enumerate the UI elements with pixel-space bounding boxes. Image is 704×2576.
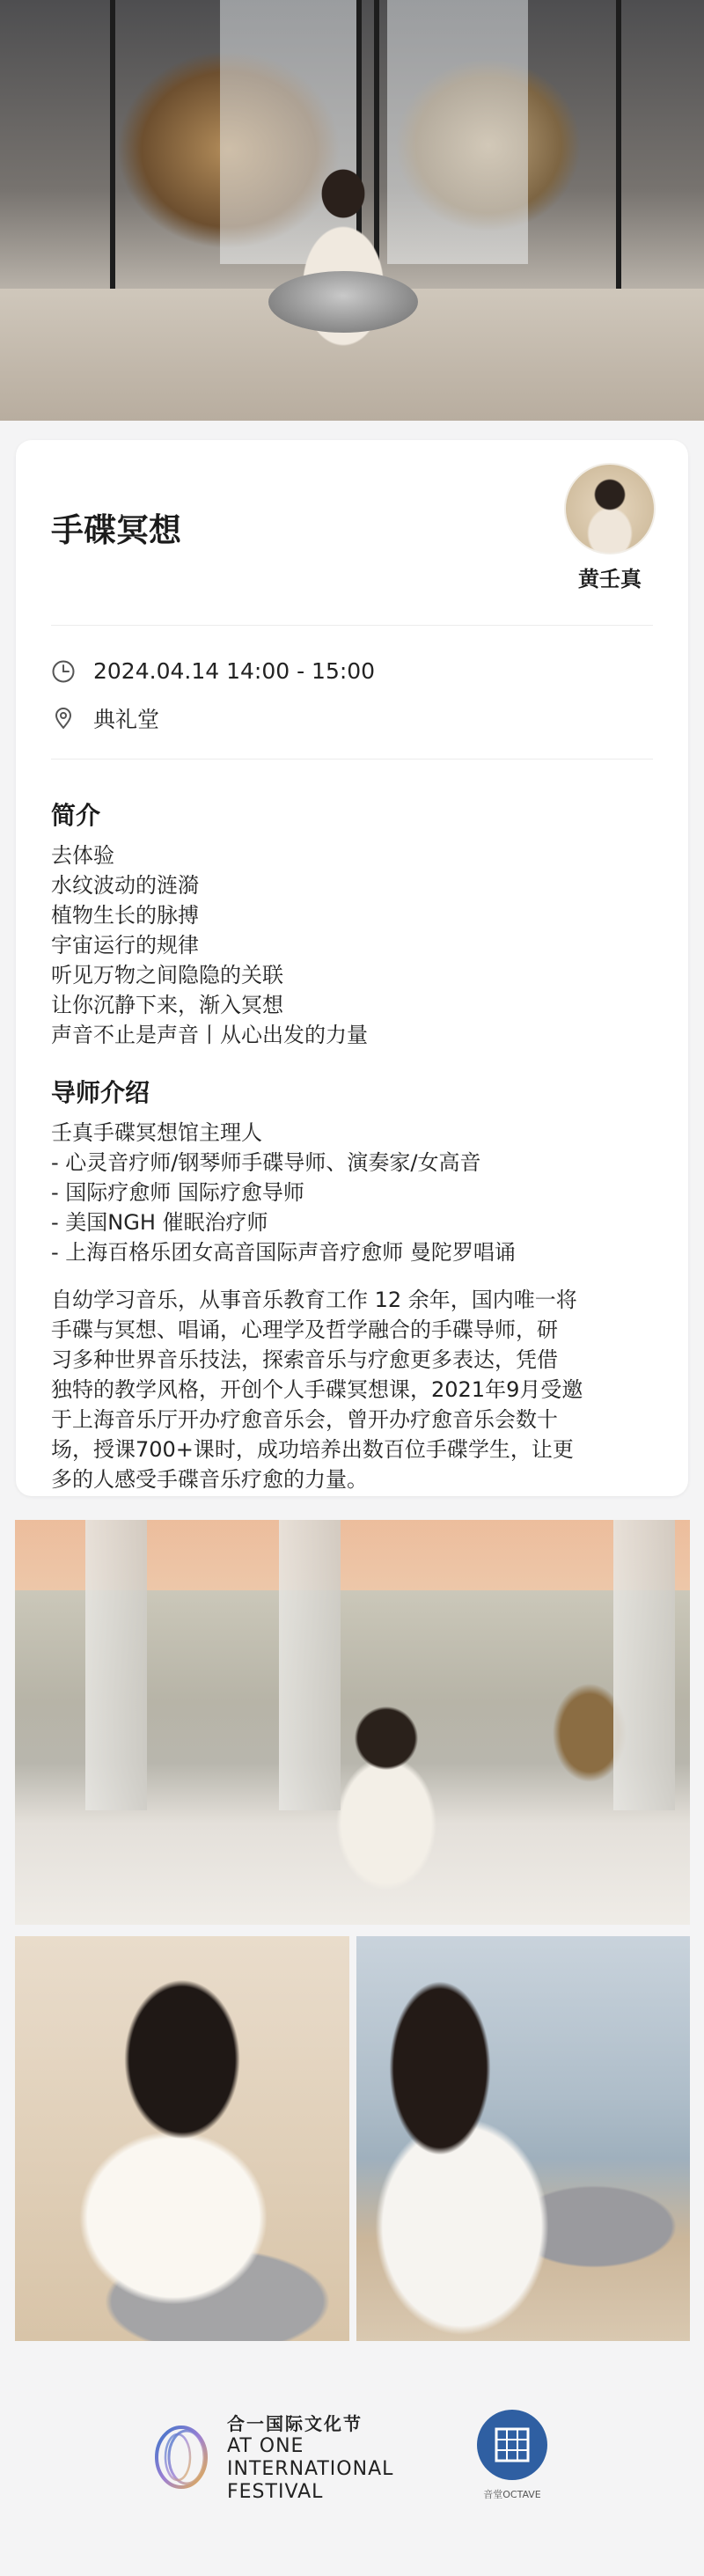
mentor-credentials [51,1118,667,1267]
bio-line: 手碟与冥想、唱诵，心理学及哲学融合的手碟导师，研 [51,1317,558,1342]
handpan-photo [15,1936,349,2341]
festival-name-en: AT ONE [227,2435,304,2457]
mentor-heading: 导师介绍 [51,1078,150,1107]
event-location: 典礼堂 [93,707,160,732]
event-time-row [51,658,375,684]
divider [51,759,653,760]
hero-photo [0,0,704,421]
intro-heading: 简介 [51,801,101,830]
festival-name-en: INTERNATIONAL [227,2458,394,2480]
at-one-festival-logo [151,2410,393,2504]
octave-label: 音堂OCTAVE [483,2489,541,2500]
clock-icon [51,659,76,684]
intro-line: 听见万物之间隐隐的关联 [51,963,283,987]
mentor-line: - 心灵音疗师/钢琴师手碟导师、演奏家/女高音 [51,1150,481,1175]
intro-line: 去体验 [51,843,114,868]
festival-name-en: FESTIVAL [227,2481,324,2503]
event-location-row [51,702,159,734]
event-title: 手碟冥想 [51,511,181,549]
divider [51,625,653,626]
location-pin-icon [51,706,76,730]
teacher-avatar [564,463,656,554]
event-datetime: 2024.04.14 14:00 - 15:00 [93,658,376,684]
bio-line: 独特的教学风格，开创个人手碟冥想课，2021年9月受邀 [51,1377,583,1402]
mentor-line: 壬真手碟冥想馆主理人 [51,1120,262,1145]
venue-photo [15,1520,690,1925]
mentor-line: - 上海百格乐团女高音国际声音疗愈师 曼陀罗唱诵 [51,1240,516,1265]
intro-line: 植物生长的脉搏 [51,903,199,928]
festival-ring-icon [151,2422,215,2492]
teacher-name: 黄壬真 [578,567,642,591]
bio-line: 多的人感受手碟音乐疗愈的力量。 [51,1467,368,1492]
intro-line: 水纹波动的涟漪 [51,873,199,898]
bio-line: 自幼学习音乐，从事音乐教育工作 12 余年，国内唯一将 [51,1288,577,1312]
bio-line: 场，授课700+课时，成功培养出数百位手碟学生，让更 [51,1437,574,1462]
beach-photo [356,1936,690,2341]
mentor-bio [51,1285,667,1494]
intro-line: 让你沉静下来，渐入冥想 [51,993,283,1017]
octave-mark-icon [477,2410,547,2480]
intro-line: 宇宙运行的规律 [51,933,199,958]
bio-line: 于上海音乐厅开办疗愈音乐会，曾开办疗愈音乐会数十 [51,1407,558,1432]
mentor-line: - 美国NGH 催眠治疗师 [51,1210,268,1235]
festival-name-cn: 合一国际文化节 [227,2413,363,2434]
event-card [16,440,688,1496]
intro-text [51,840,667,1050]
octave-logo [473,2410,552,2501]
bio-line: 习多种世界音乐技法，探索音乐与疗愈更多表达，凭借 [51,1347,558,1372]
mentor-line: - 国际疗愈师 国际疗愈导师 [51,1180,304,1205]
intro-line: 声音不止是声音丨从心出发的力量 [51,1023,368,1047]
